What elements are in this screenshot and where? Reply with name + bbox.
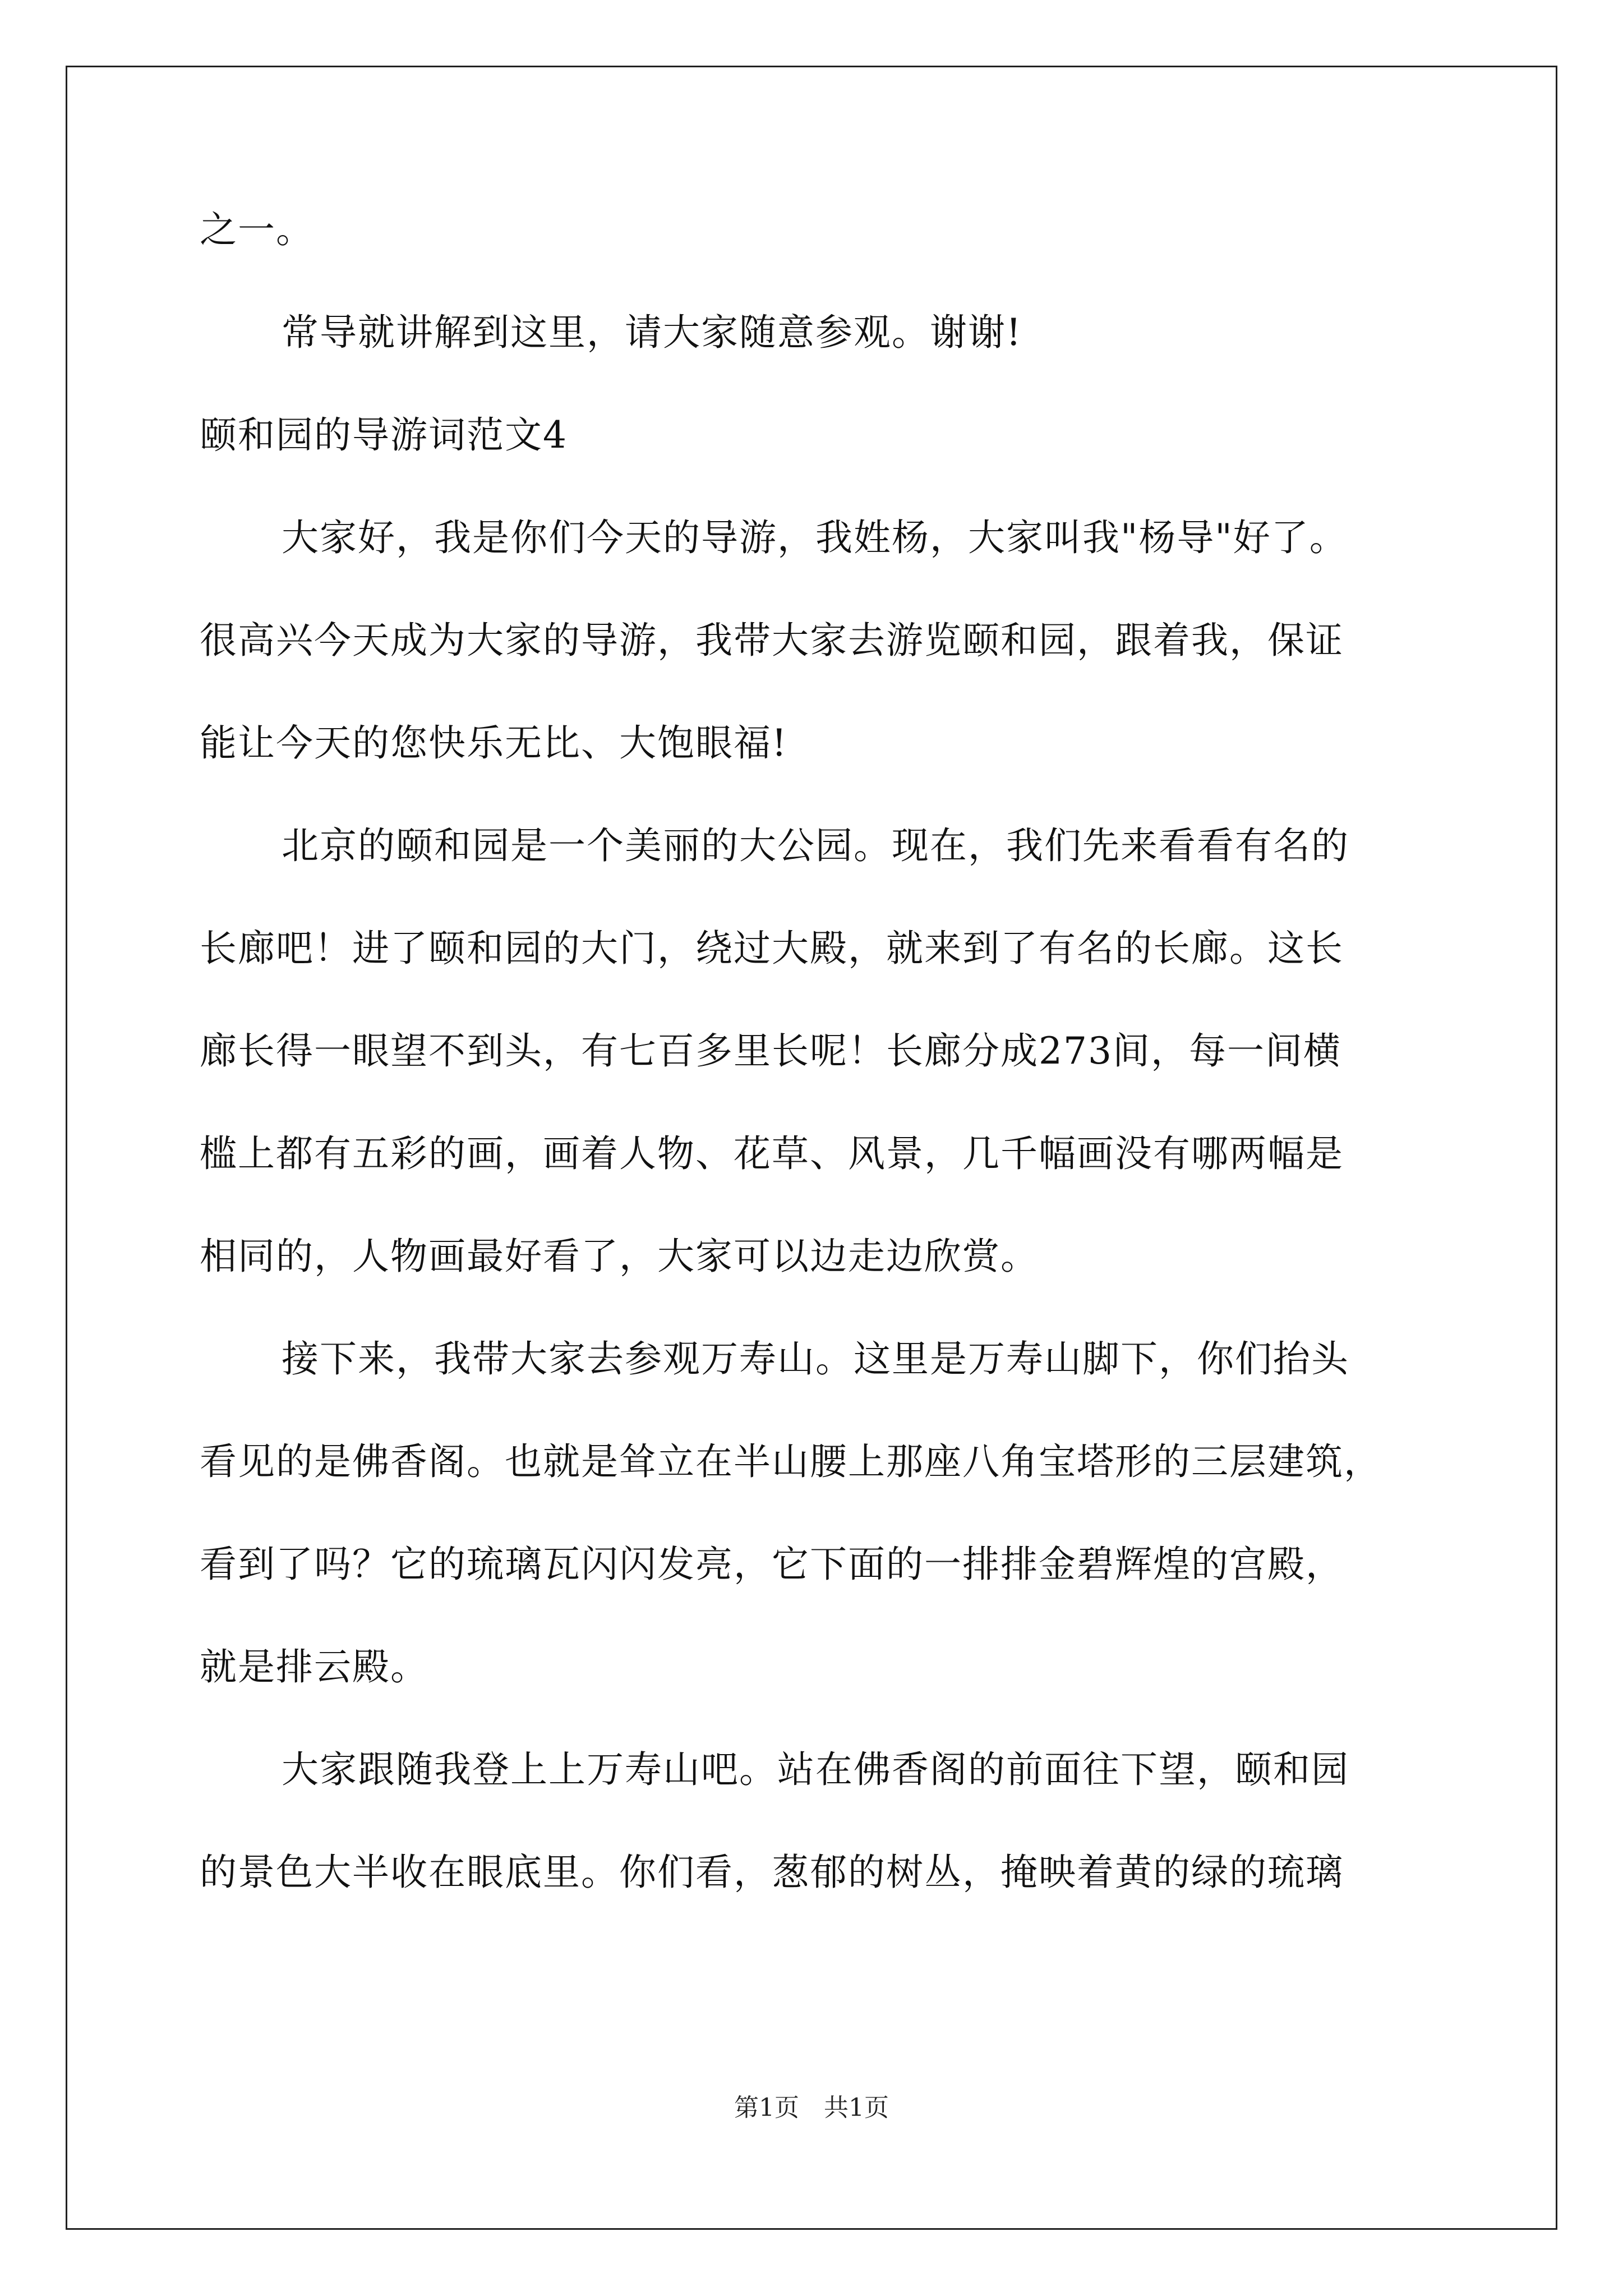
page-number: 第1页 xyxy=(734,2093,799,2122)
text-line: 大家好，我是你们今天的导游，我姓杨，大家叫我"杨导"好了。 xyxy=(282,516,1348,559)
text-line: 就是排云殿。 xyxy=(200,1645,428,1688)
text-line: 廊长得一眼望不到头，有七百多里长呢！长廊分成273间，每一间横 xyxy=(200,1029,1341,1073)
paragraph-closing-line: 常导就讲解到这里，请大家随意参观。谢谢! xyxy=(282,311,1022,354)
text-line: 相同的，人物画最好看了，大家可以边走边欣赏。 xyxy=(200,1235,1039,1278)
text-line: 看到了吗？它的琉璃瓦闪闪发亮，它下面的一排排金碧辉煌的宫殿， xyxy=(200,1543,1344,1586)
text-line: 能让今天的您快乐无比、大饱眼福! xyxy=(200,721,788,765)
page-footer xyxy=(0,2092,1623,2124)
text-line: 北京的颐和园是一个美丽的大公园。现在，我们先来看看有名的 xyxy=(282,824,1349,867)
text-line: 大家跟随我登上上万寿山吧。站在佛香阁的前面往下望，颐和园 xyxy=(282,1748,1349,1791)
text-line: 之一。 xyxy=(200,208,314,251)
section-title: 颐和园的导游词范文4 xyxy=(200,413,568,457)
text-line: 看见的是佛香阁。也就是耸立在半山腰上那座八角宝塔形的三层建筑， xyxy=(200,1440,1382,1483)
text-line: 长廊吧！进了颐和园的大门，绕过大殿，就来到了有名的长廊。这长 xyxy=(200,927,1344,970)
text-line: 接下来，我带大家去参观万寿山。这里是万寿山脚下，你们抬头 xyxy=(282,1337,1349,1381)
text-line: 槛上都有五彩的画，画着人物、花草、风景，几千幅画没有哪两幅是 xyxy=(200,1132,1344,1175)
text-line: 很高兴今天成为大家的导游，我带大家去游览颐和园，跟着我，保证 xyxy=(200,619,1344,662)
text-line: 的景色大半收在眼底里。你们看，葱郁的树丛，掩映着黄的绿的琉璃 xyxy=(200,1851,1344,1894)
page-total: 共1页 xyxy=(824,2093,889,2122)
